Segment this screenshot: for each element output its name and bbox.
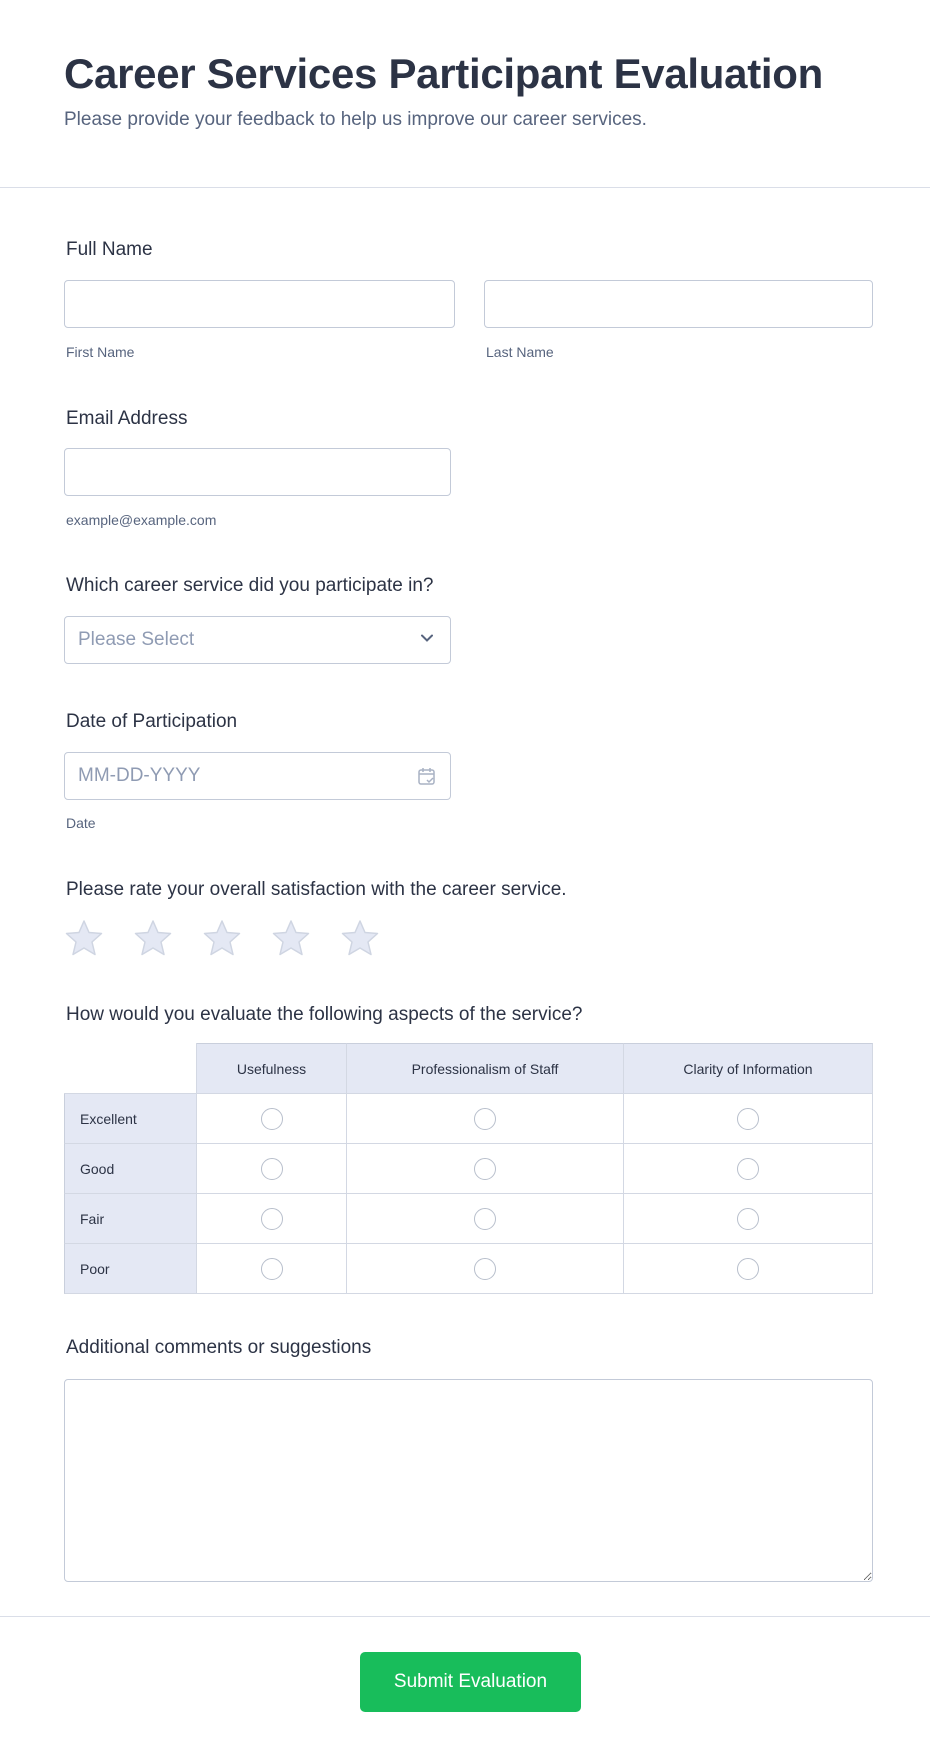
comments-textarea[interactable] (64, 1379, 873, 1582)
matrix-row-label: Poor (64, 1244, 197, 1294)
rating-star-icon[interactable] (133, 918, 173, 958)
divider (0, 187, 930, 188)
page-subtitle: Please provide your feedback to help us improve our career services. (64, 109, 647, 130)
date-label: Date of Participation (66, 711, 238, 732)
matrix-radio[interactable] (474, 1208, 496, 1230)
matrix-radio[interactable] (737, 1208, 759, 1230)
rating-star-icon[interactable] (202, 918, 242, 958)
matrix-radio[interactable] (261, 1208, 283, 1230)
matrix-radio[interactable] (737, 1158, 759, 1180)
rating-star-icon[interactable] (340, 918, 380, 958)
matrix-cell (197, 1194, 347, 1244)
matrix-cell (197, 1144, 347, 1194)
last-name-sublabel: Last Name (486, 344, 554, 360)
email-label: Email Address (66, 408, 188, 429)
matrix-row (64, 1094, 873, 1144)
rating-star-icon[interactable] (64, 918, 104, 958)
matrix-radio[interactable] (737, 1258, 759, 1280)
email-input[interactable] (64, 448, 451, 496)
matrix-column-header: Professionalism of Staff (347, 1043, 624, 1094)
matrix-row (64, 1144, 873, 1194)
matrix-cell (347, 1244, 624, 1294)
matrix-row (64, 1244, 873, 1294)
last-name-input[interactable] (484, 280, 873, 328)
matrix-radio[interactable] (261, 1108, 283, 1130)
matrix-cell (624, 1144, 873, 1194)
matrix-radio[interactable] (261, 1258, 283, 1280)
matrix-radio[interactable] (737, 1108, 759, 1130)
date-placeholder: MM-DD-YYYY (78, 765, 201, 786)
service-select-value: Please Select (78, 629, 195, 650)
date-sublabel: Date (66, 815, 96, 831)
matrix-cell (347, 1144, 624, 1194)
matrix-cell (624, 1244, 873, 1294)
matrix-row-label: Fair (64, 1194, 197, 1244)
matrix-cell (347, 1194, 624, 1244)
matrix-cell (347, 1094, 624, 1144)
email-sublabel: example@example.com (66, 512, 217, 528)
submit-button[interactable]: Submit Evaluation (360, 1652, 581, 1712)
matrix-label: How would you evaluate the following aspects of the service? (66, 1004, 583, 1025)
footer-divider (0, 1616, 930, 1617)
matrix-radio[interactable] (474, 1258, 496, 1280)
matrix-cell (624, 1194, 873, 1244)
matrix-column-header: Clarity of Information (624, 1043, 873, 1094)
matrix-column-header: Usefulness (197, 1043, 347, 1094)
matrix-corner (64, 1043, 197, 1094)
matrix-radio[interactable] (261, 1158, 283, 1180)
evaluation-matrix (64, 1043, 873, 1294)
matrix-cell (197, 1244, 347, 1294)
matrix-row-label: Good (64, 1144, 197, 1194)
rating-star-icon[interactable] (271, 918, 311, 958)
matrix-cell (197, 1094, 347, 1144)
service-label: Which career service did you participate in? (66, 575, 434, 596)
first-name-sublabel: First Name (66, 344, 135, 360)
rating-label: Please rate your overall satisfaction with the career service. (66, 879, 567, 900)
calendar-icon[interactable] (417, 766, 437, 786)
chevron-down-icon (418, 629, 436, 647)
matrix-cell (624, 1094, 873, 1144)
matrix-radio[interactable] (474, 1158, 496, 1180)
full-name-label: Full Name (66, 239, 153, 260)
date-input[interactable] (64, 752, 451, 800)
matrix-row-label: Excellent (64, 1094, 197, 1144)
first-name-input[interactable] (64, 280, 455, 328)
matrix-radio[interactable] (474, 1108, 496, 1130)
comments-label: Additional comments or suggestions (66, 1337, 372, 1358)
service-select[interactable] (64, 616, 451, 664)
matrix-row (64, 1194, 873, 1244)
page-title: Career Services Participant Evaluation (64, 50, 823, 97)
